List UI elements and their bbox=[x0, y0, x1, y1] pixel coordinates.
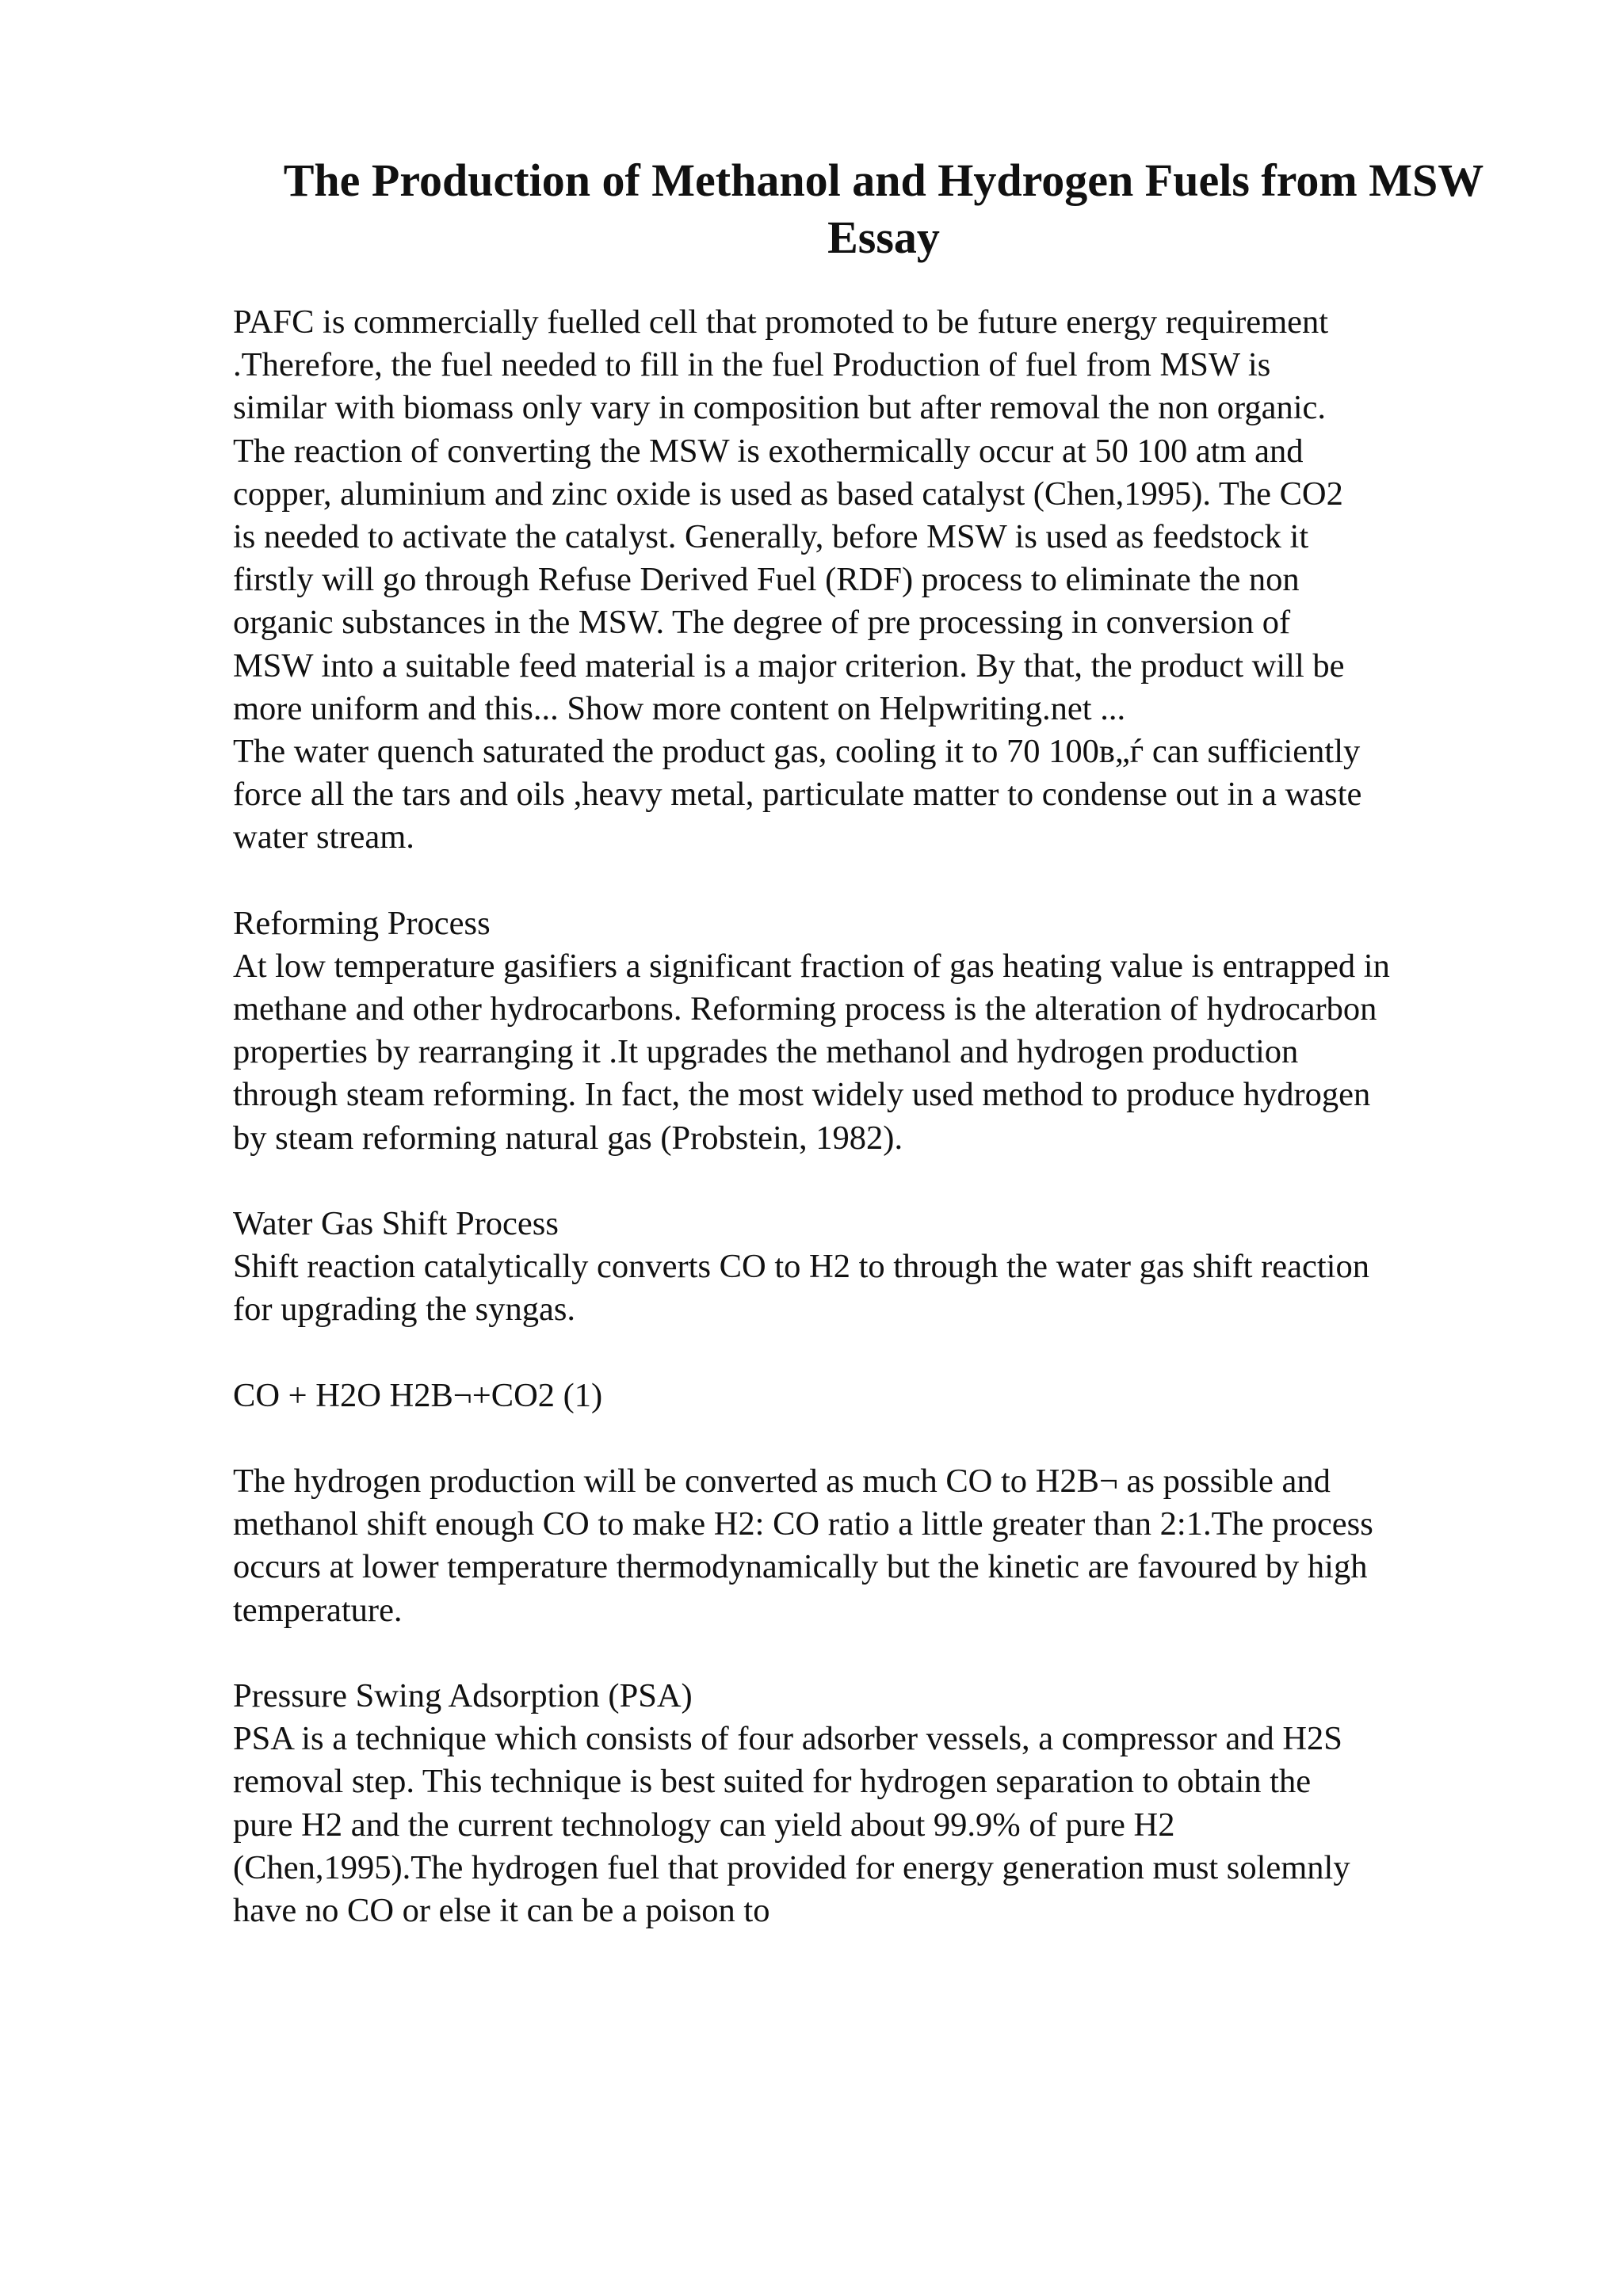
paragraph bbox=[233, 301, 1533, 859]
paragraph bbox=[233, 1375, 1533, 1417]
paragraph bbox=[233, 902, 1533, 1160]
text-line: properties by rearranging it .It upgrades the methanol and hydrogen production bbox=[233, 1033, 1299, 1071]
text-line: temperature. bbox=[233, 1591, 403, 1629]
document-title: The Production of Methanol and Hydrogen Fuels from MSW Essay bbox=[283, 154, 1484, 263]
text-line: methanol shift enough CO to make H2: CO ratio a little greater than 2:1.The process bbox=[233, 1505, 1373, 1543]
text-line: methane and other hydrocarbons. Reforming process is the alteration of hydrocarbon bbox=[233, 990, 1377, 1028]
text-line: The water quench saturated the product gas, cooling it to 70 100в„ѓ can sufficiently bbox=[233, 732, 1361, 770]
text-line: .Therefore, the fuel needed to fill in the fuel Production of fuel from MSW is bbox=[233, 346, 1271, 384]
text-line: occurs at lower temperature thermodynamically but the kinetic are favoured by high bbox=[233, 1548, 1368, 1586]
paragraph bbox=[233, 1460, 1533, 1632]
text-line: removal step. This technique is best suited for hydrogen separation to obtain the bbox=[233, 1763, 1312, 1801]
text-line: organic substances in the MSW. The degree of pre processing in conversion of bbox=[233, 604, 1291, 642]
document-body bbox=[233, 301, 1533, 1932]
text-line: Pressure Swing Adsorption (PSA) bbox=[233, 1677, 693, 1714]
text-line: have no CO or else it can be a poison to bbox=[233, 1891, 770, 1929]
text-line: through steam reforming. In fact, the most widely used method to produce hydrogen bbox=[233, 1076, 1371, 1114]
paragraph-gap bbox=[233, 859, 1533, 902]
paragraph bbox=[233, 1675, 1533, 1932]
text-line: force all the tars and oils ,heavy metal, particulate matter to condense out in a waste bbox=[233, 776, 1362, 814]
text-line: MSW into a suitable feed material is a major criterion. By that, the product will be bbox=[233, 646, 1345, 685]
text-line: The hydrogen production will be converted as much CO to H2В¬ as possible and bbox=[233, 1463, 1331, 1501]
text-line: for upgrading the syngas. bbox=[233, 1291, 575, 1329]
text-line: more uniform and this... Show more content on Helpwriting.net ... bbox=[233, 689, 1126, 727]
text-line: similar with biomass only vary in composition but after removal the non organic. bbox=[233, 389, 1327, 427]
paragraph-gap bbox=[233, 1417, 1533, 1460]
text-line: (Chen,1995).The hydrogen fuel that provided for energy generation must solemnly bbox=[233, 1848, 1350, 1886]
text-line: firstly will go through Refuse Derived Fuel (RDF) process to eliminate the non bbox=[233, 561, 1300, 599]
text-line: At low temperature gasifiers a significant fraction of gas heating value is entrapped in bbox=[233, 947, 1390, 985]
text-line: copper, aluminium and zinc oxide is used as based catalyst (Chen,1995). The CO2 bbox=[233, 475, 1343, 513]
text-line: by steam reforming natural gas (Probstein, 1982). bbox=[233, 1119, 903, 1157]
paragraph-gap bbox=[233, 1632, 1533, 1675]
paragraph-gap bbox=[233, 1332, 1533, 1375]
paragraph-gap bbox=[233, 1160, 1533, 1203]
text-line: The reaction of converting the MSW is exothermically occur at 50 100 atm and bbox=[233, 432, 1304, 470]
paragraph bbox=[233, 1203, 1533, 1332]
text-line: PAFC is commercially fuelled cell that promoted to be future energy requirement bbox=[233, 303, 1329, 341]
text-line: pure H2 and the current technology can yield about 99.9% of pure H2 bbox=[233, 1806, 1175, 1844]
text-line: PSA is a technique which consists of four adsorber vessels, a compressor and H2S bbox=[233, 1720, 1342, 1758]
text-line: Reforming Process bbox=[233, 904, 491, 942]
text-line: Water Gas Shift Process bbox=[233, 1204, 559, 1242]
text-line: water stream. bbox=[233, 818, 414, 856]
text-line: Shift reaction catalytically converts CO to H2 to through the water gas shift reaction bbox=[233, 1248, 1369, 1286]
text-line: CO + H2O H2В¬+CO2 (1) bbox=[233, 1376, 603, 1414]
text-line: is needed to activate the catalyst. Generally, before MSW is used as feedstock it bbox=[233, 517, 1309, 555]
